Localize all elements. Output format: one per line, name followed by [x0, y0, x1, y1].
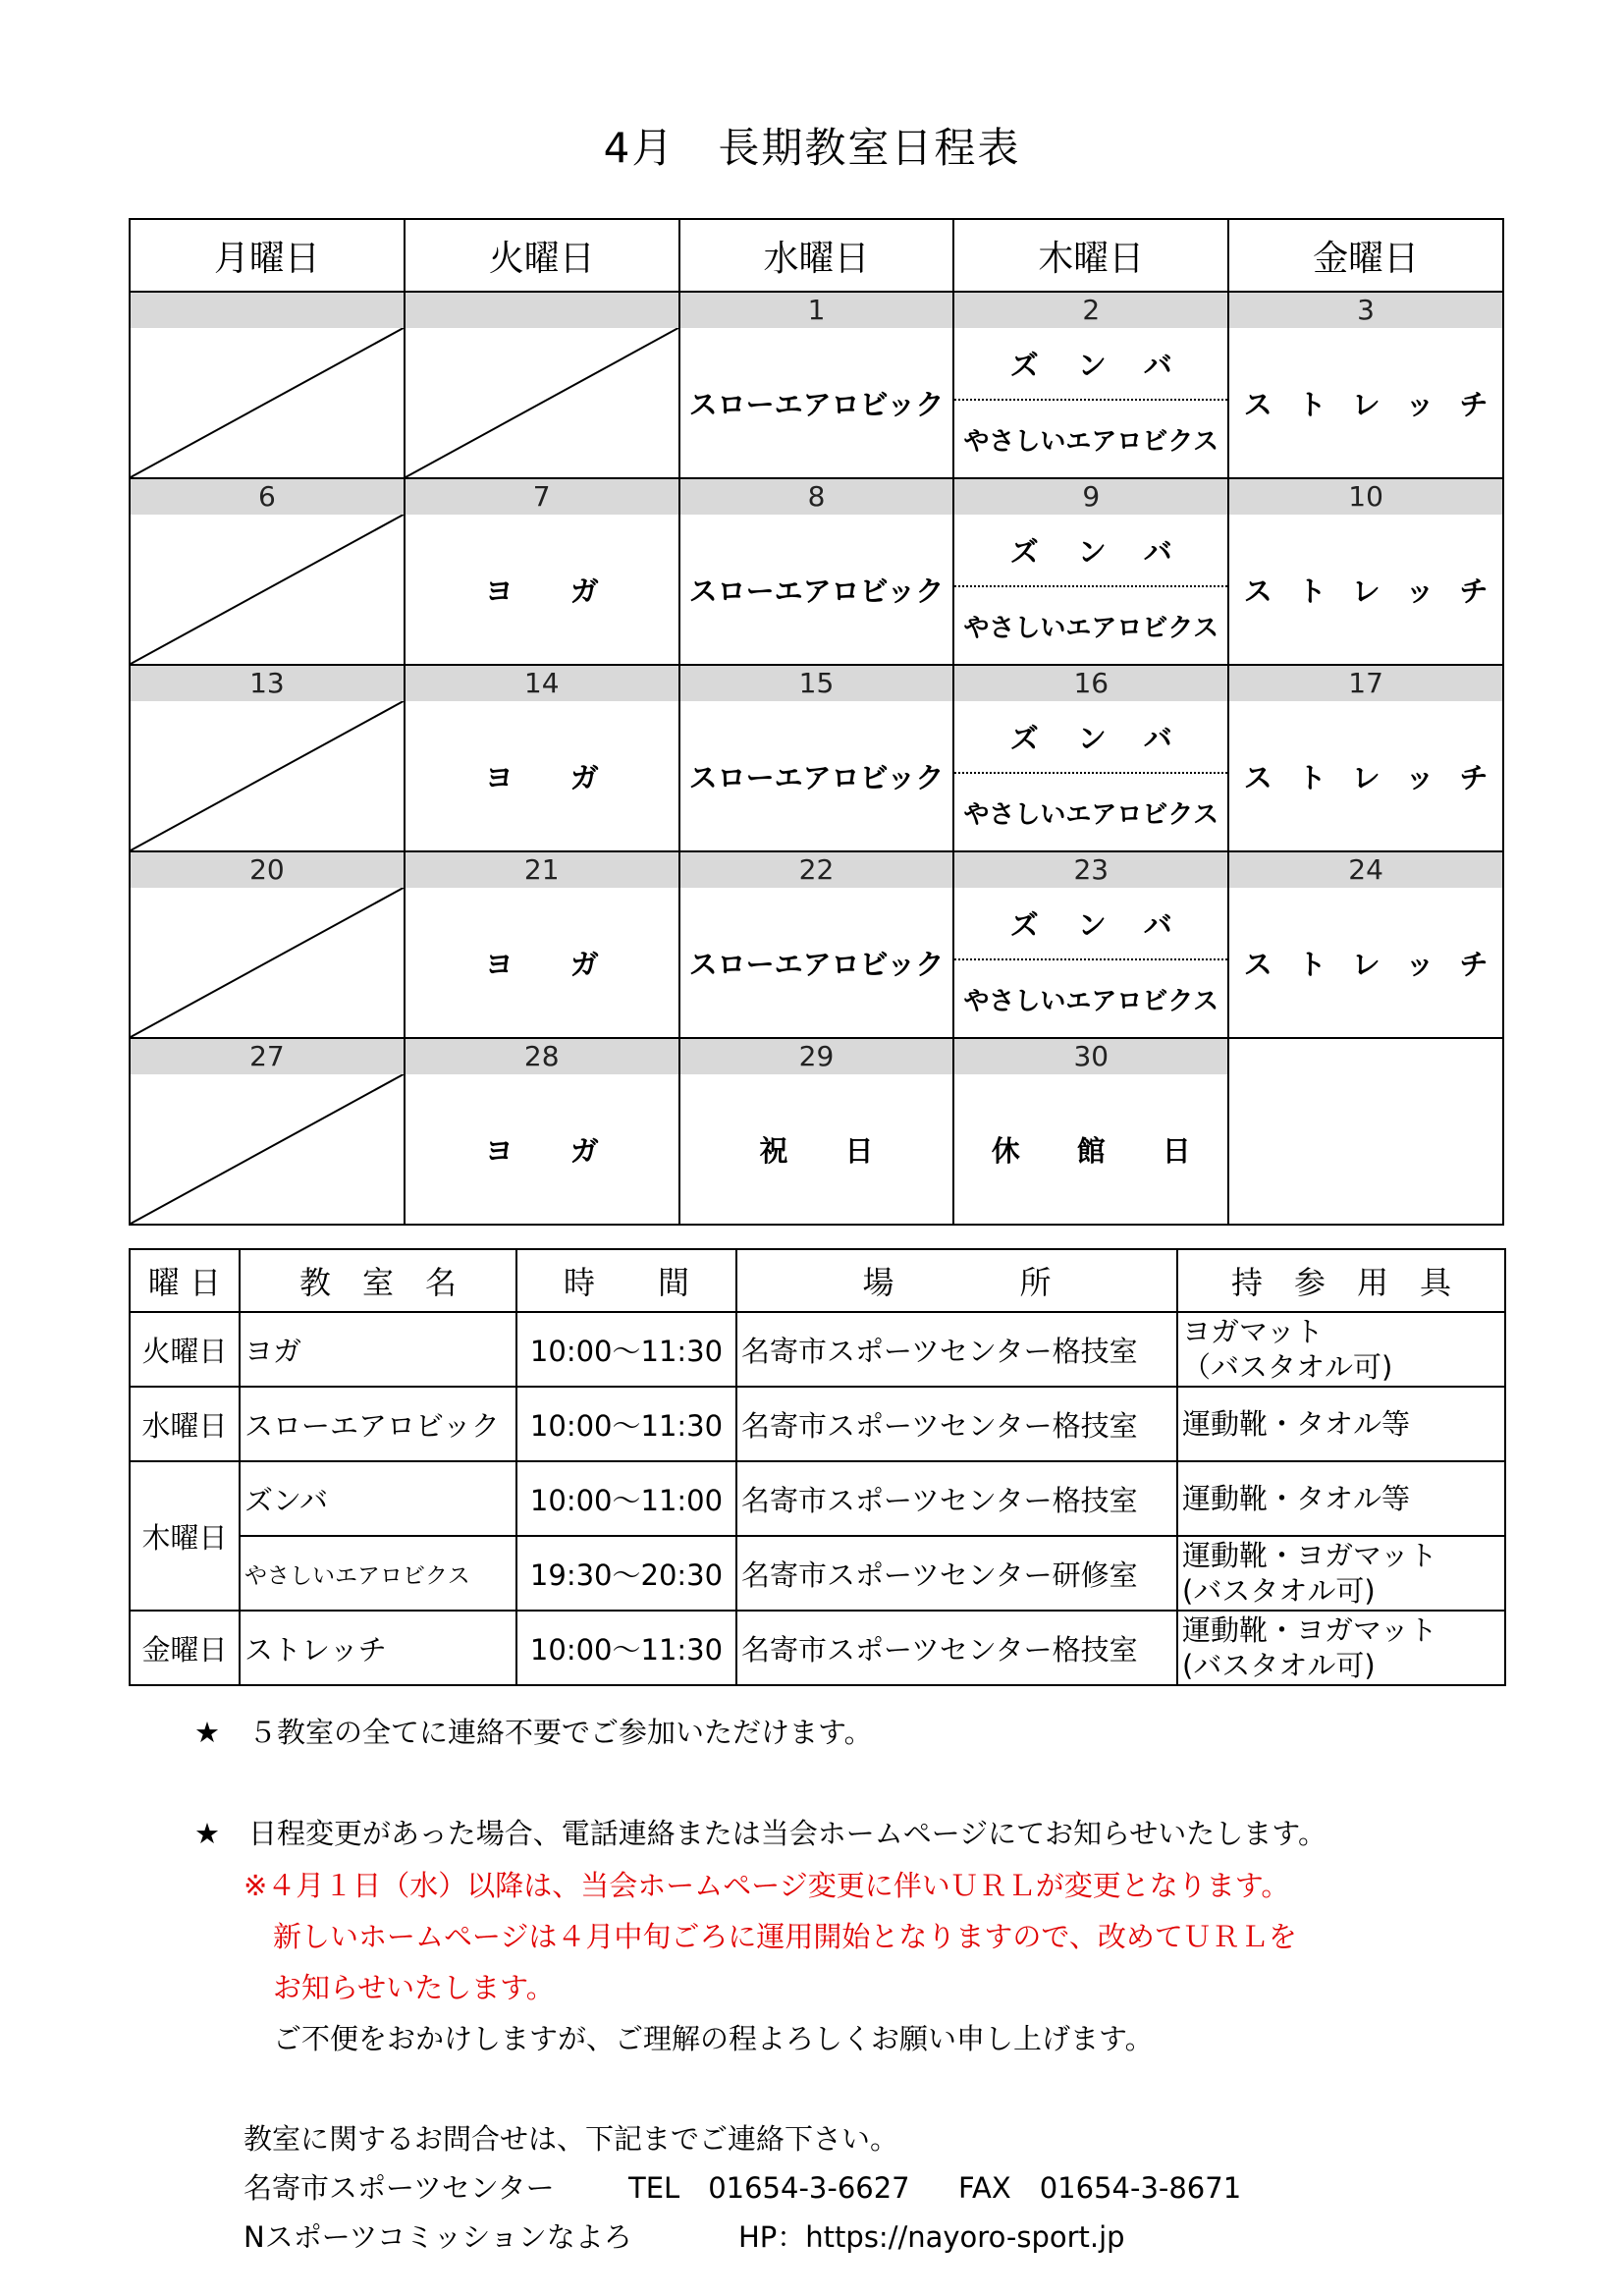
schedule-day: 火曜日 — [130, 1312, 240, 1387]
contact-intro: 教室に関するお問合せは、下記までご連絡下さい。 — [244, 2122, 899, 2156]
calendar-week-row — [130, 292, 1503, 478]
day-number: 23 — [954, 852, 1227, 888]
schedule-time: 10:00～11:30 — [516, 1387, 736, 1461]
calendar-table — [129, 218, 1514, 1226]
note-new-homepage: 新しいホームページは４月中旬ごろに運用開始となりますので、改めてＵＲＬを — [273, 1920, 1297, 1953]
calendar-day-cell — [130, 851, 405, 1038]
no-class-slash — [131, 515, 404, 664]
contact-tel: TEL 01654-3-6627 — [628, 2171, 910, 2205]
schedule-header-row — [130, 1249, 1505, 1312]
day-number: 22 — [680, 852, 953, 888]
day-number: 28 — [406, 1039, 678, 1074]
day-number — [131, 293, 404, 328]
weekday-header: 月曜日 — [130, 219, 405, 292]
day-number: 30 — [954, 1039, 1227, 1074]
schedule-place: 名寄市スポーツセンター格技室 — [736, 1461, 1177, 1536]
no-class-slash — [131, 328, 404, 477]
calendar-day-cell — [953, 478, 1228, 665]
schedule-time: 19:30～20:30 — [516, 1536, 736, 1611]
calendar-day-cell — [405, 851, 679, 1038]
class-name: ヨガ — [484, 947, 656, 981]
note-schedule-change: ★ 日程変更があった場合、電話連絡または当会ホームページにてお知らせいたします。 — [194, 1817, 1326, 1850]
class-name: ストレッチ — [1243, 947, 1514, 981]
schedule-time: 10:00～11:30 — [516, 1312, 736, 1387]
class-name: スローエアロビック — [688, 574, 945, 608]
class-name: スローエアロビック — [688, 387, 945, 421]
table-row — [130, 1611, 1505, 1685]
day-number: 14 — [406, 666, 678, 701]
schedule-place: 名寄市スポーツセンター格技室 — [736, 1611, 1177, 1685]
calendar-day-cell — [1228, 1038, 1503, 1225]
day-number: 9 — [954, 479, 1227, 515]
calendar-day-cell — [1228, 851, 1514, 1038]
page-title: 4月 長期教室日程表 — [603, 124, 1021, 172]
day-number: 29 — [680, 1039, 953, 1074]
note-announce: お知らせいたします。 — [273, 1971, 555, 2004]
note-apology: ご不便をおかけしますが、ご理解の程よろしくお願い申し上げます。 — [273, 2022, 1154, 2055]
calendar-day-cell — [130, 292, 405, 478]
class-name: ヨガ — [484, 1133, 656, 1168]
class-name: ストレッチ — [1243, 574, 1514, 608]
class-name-evening: やさしいエアロビクス — [963, 426, 1219, 457]
class-name: ストレッチ — [1243, 760, 1514, 794]
day-number: 15 — [680, 666, 953, 701]
schedule-items — [1177, 1387, 1505, 1461]
table-row — [130, 1461, 1505, 1536]
calendar-day-cell — [679, 1038, 954, 1225]
class-name-morning: ズンバ — [954, 328, 1227, 401]
no-class-slash — [131, 701, 404, 850]
no-class-slash — [131, 888, 404, 1037]
calendar-day-cell — [1228, 665, 1514, 851]
schedule-time: 10:00～11:30 — [516, 1611, 736, 1685]
schedule-day: 木曜日 — [130, 1461, 240, 1611]
items-line: (バスタオル可) — [1182, 1574, 1376, 1608]
day-number: 17 — [1229, 666, 1502, 701]
schedule-items — [1177, 1611, 1505, 1685]
calendar-day-cell — [130, 478, 405, 665]
day-number: 7 — [406, 479, 678, 515]
day-number: 10 — [1229, 479, 1502, 515]
class-name: 休館日 — [991, 1133, 1248, 1168]
calendar-day-cell — [405, 665, 679, 851]
schedule-time: 10:00～11:00 — [516, 1461, 736, 1536]
weekday-header: 火曜日 — [405, 219, 679, 292]
calendar-day-cell — [953, 665, 1228, 851]
calendar-week-row — [130, 478, 1503, 665]
table-row — [130, 1536, 1505, 1611]
calendar-day-cell — [1228, 478, 1514, 665]
day-number: 6 — [131, 479, 404, 515]
schedule-class-name: ズンバ — [240, 1461, 516, 1536]
contact-org-commission: Nスポーツコミッションなよろ — [244, 2220, 632, 2254]
calendar-day-cell — [130, 665, 405, 851]
calendar-day-cell — [405, 478, 679, 665]
schedule-place: 名寄市スポーツセンター格技室 — [736, 1387, 1177, 1461]
calendar-day-cell — [679, 478, 954, 665]
calendar-day-cell — [1228, 292, 1514, 478]
items-line: （バスタオル可) — [1182, 1350, 1393, 1384]
note-no-reservation: ★ ５教室の全てに連絡不要でご参加いただけます。 — [194, 1716, 873, 1749]
calendar-day-cell — [953, 292, 1228, 478]
class-name: ストレッチ — [1243, 387, 1514, 421]
calendar-header-row — [130, 219, 1503, 292]
weekday-header: 水曜日 — [679, 219, 954, 292]
calendar-day-cell — [130, 1038, 405, 1225]
class-name-morning: ズンバ — [954, 888, 1227, 960]
calendar-week-row — [130, 1038, 1503, 1225]
schedule-class-name: ストレッチ — [240, 1611, 516, 1685]
weekday-header: 木曜日 — [953, 219, 1228, 292]
class-name: スローエアロビック — [688, 947, 945, 981]
table-row — [130, 1312, 1505, 1387]
schedule-items — [1177, 1536, 1505, 1611]
schedule-class-name: ヨガ — [240, 1312, 516, 1387]
calendar-day-cell — [679, 851, 954, 1038]
calendar-week-row — [130, 851, 1503, 1038]
schedule-day: 水曜日 — [130, 1387, 240, 1461]
schedule-items — [1177, 1461, 1505, 1536]
class-name: 祝日 — [759, 1133, 931, 1168]
items-line: ヨガマット — [1182, 1315, 1324, 1348]
class-name-morning: ズンバ — [954, 701, 1227, 774]
calendar-day-cell — [405, 1038, 679, 1225]
items-line: 運動靴・ヨガマット — [1182, 1613, 1437, 1647]
day-number: 1 — [680, 293, 953, 328]
day-number: 24 — [1229, 852, 1502, 888]
contact-org-sports-center: 名寄市スポーツセンター — [244, 2171, 555, 2205]
no-class-slash — [131, 1074, 404, 1224]
header-class-name: 教 室 名 — [240, 1249, 516, 1312]
header-day: 曜 日 — [130, 1249, 240, 1312]
schedule-class-name: スローエアロビック — [240, 1387, 516, 1461]
schedule-place: 名寄市スポーツセンター研修室 — [736, 1536, 1177, 1611]
day-number: 8 — [680, 479, 953, 515]
no-class-slash — [406, 328, 678, 477]
header-place: 場 所 — [736, 1249, 1177, 1312]
calendar-day-cell — [679, 665, 954, 851]
calendar-day-cell — [953, 851, 1228, 1038]
day-number: 20 — [131, 852, 404, 888]
day-number: 3 — [1229, 293, 1502, 328]
class-name-evening: やさしいエアロビクス — [963, 799, 1219, 830]
contact-fax: FAX 01654-3-8671 — [958, 2171, 1242, 2205]
items-line: (バスタオル可) — [1182, 1649, 1376, 1682]
contact-homepage[interactable]: HP：https://nayoro-sport.jp — [738, 2220, 1125, 2254]
day-number: 27 — [131, 1039, 404, 1074]
weekday-header: 金曜日 — [1228, 219, 1503, 292]
items-line: 運動靴・タオル等 — [1182, 1407, 1411, 1441]
day-number: 16 — [954, 666, 1227, 701]
schedule-day: 金曜日 — [130, 1611, 240, 1685]
schedule-class-name: やさしいエアロビクス — [240, 1536, 516, 1611]
day-number: 2 — [954, 293, 1227, 328]
class-name-morning: ズンバ — [954, 515, 1227, 587]
header-items: 持 参 用 具 — [1177, 1249, 1505, 1312]
table-row — [130, 1387, 1505, 1461]
schedule-items — [1177, 1312, 1505, 1387]
day-number — [406, 293, 678, 328]
calendar-day-cell — [405, 292, 679, 478]
day-number: 21 — [406, 852, 678, 888]
class-name-evening: やさしいエアロビクス — [963, 986, 1219, 1016]
calendar-day-cell — [679, 292, 954, 478]
items-line: 運動靴・タオル等 — [1182, 1482, 1411, 1515]
class-name: ヨガ — [484, 760, 656, 794]
calendar-day-cell — [953, 1038, 1248, 1225]
class-schedule-table — [129, 1248, 1506, 1686]
day-number: 13 — [131, 666, 404, 701]
class-name-evening: やさしいエアロビクス — [963, 613, 1219, 643]
header-time: 時 間 — [516, 1249, 736, 1312]
note-url-change: ※４月１日（水）以降は、当会ホームページ変更に伴いＵＲＬが変更となります。 — [244, 1869, 1290, 1902]
items-line: 運動靴・ヨガマット — [1182, 1539, 1437, 1572]
calendar-week-row — [130, 665, 1503, 851]
class-name: ヨガ — [484, 574, 656, 608]
schedule-place: 名寄市スポーツセンター格技室 — [736, 1312, 1177, 1387]
class-name: スローエアロビック — [688, 760, 945, 794]
